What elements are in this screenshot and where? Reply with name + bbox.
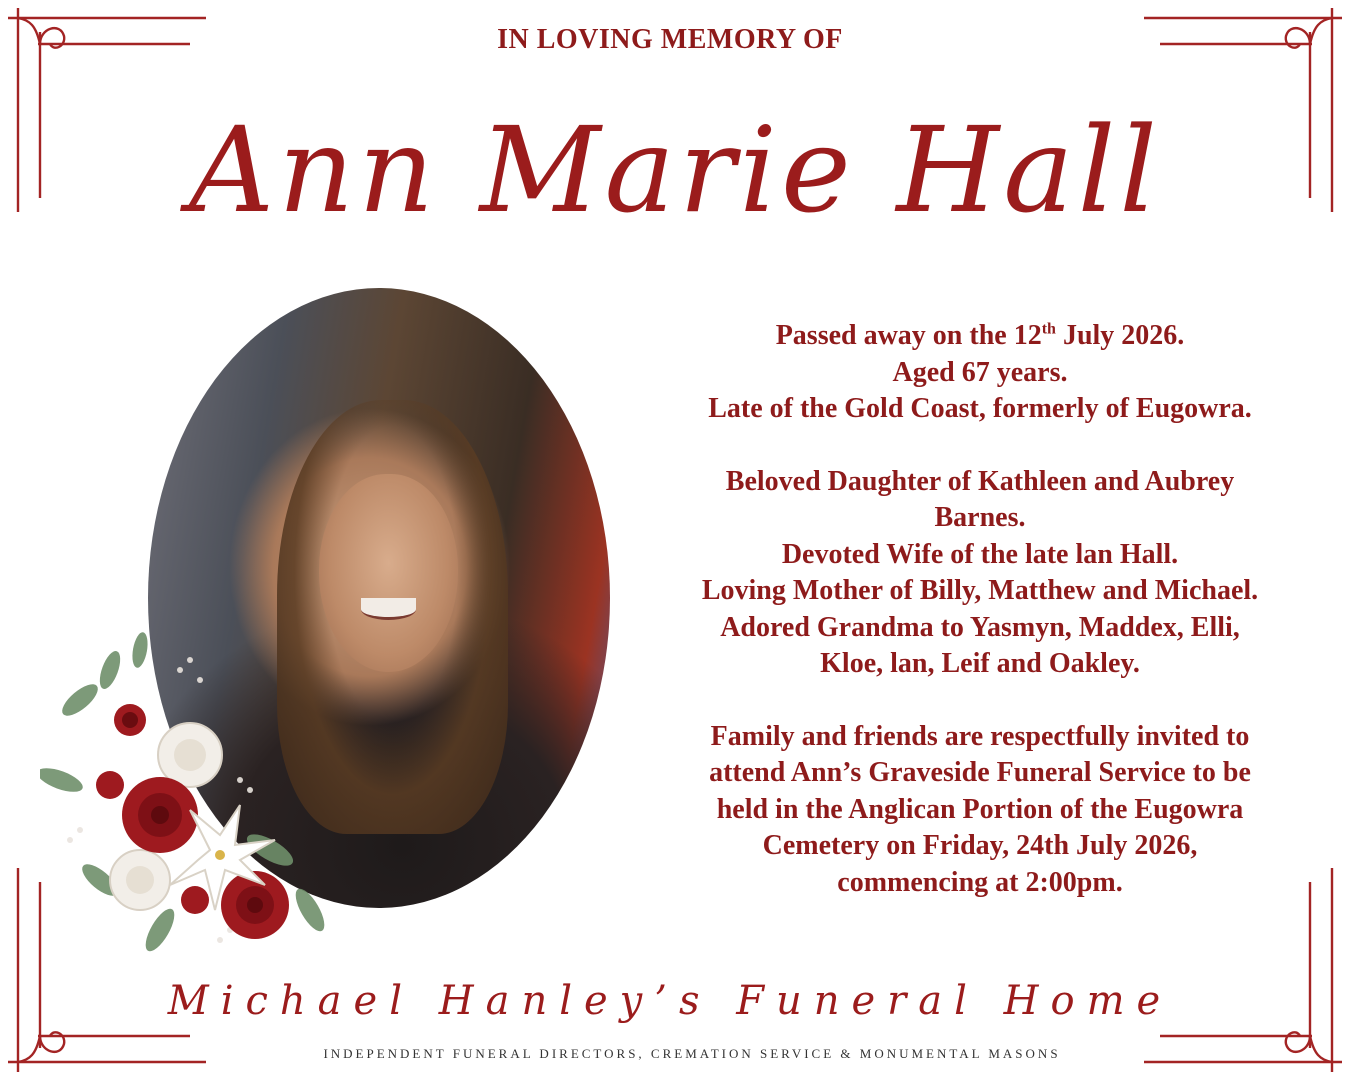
service-line: commencing at 2:00pm. xyxy=(837,866,1123,898)
passing-date-text: Passed away on the 12 xyxy=(775,320,1042,351)
family-line: Barnes. xyxy=(934,502,1026,533)
family-line: Devoted Wife of the late lan Hall. xyxy=(781,538,1179,570)
passing-date-line xyxy=(655,318,1305,355)
passing-month-year: July 2026. xyxy=(1055,320,1185,351)
service-line: Family and friends are respectfully invited to xyxy=(710,720,1250,752)
funeral-home-name: Michael Hanley’s Funeral Home xyxy=(167,978,1173,1024)
service-line: Cemetery on Friday, 24th July 2026, xyxy=(762,830,1198,861)
photo-smile xyxy=(361,598,416,620)
obituary-details xyxy=(655,318,1305,901)
funeral-home-tagline: INDEPENDENT FUNERAL DIRECTORS, CREMATION SERVICE & MONUMENTAL MASONS xyxy=(323,1046,1061,1061)
family-line: Beloved Daughter of Kathleen and Aubrey xyxy=(725,465,1235,497)
service-line: held in the Anglican Portion of the Eugowra xyxy=(716,793,1244,825)
family-line: Loving Mother of Billy, Matthew and Michael. xyxy=(701,575,1259,606)
memorial-heading: IN LOVING MEMORY OF xyxy=(497,24,843,55)
age-line: Aged 67 years. xyxy=(892,356,1068,388)
rose-bouquet-icon xyxy=(40,630,350,970)
service-line: attend Ann’s Graveside Funeral Service to be xyxy=(709,757,1251,788)
family-line: Kloe, lan, Leif and Oakley. xyxy=(820,648,1140,679)
residence-line: Late of the Gold Coast, formerly of Eugowra. xyxy=(708,393,1252,424)
deceased-name: Ann Marie Hall xyxy=(188,101,1162,239)
ordinal-suffix: th xyxy=(1041,320,1056,338)
family-line: Adored Grandma to Yasmyn, Maddex, Elli, xyxy=(720,611,1240,643)
